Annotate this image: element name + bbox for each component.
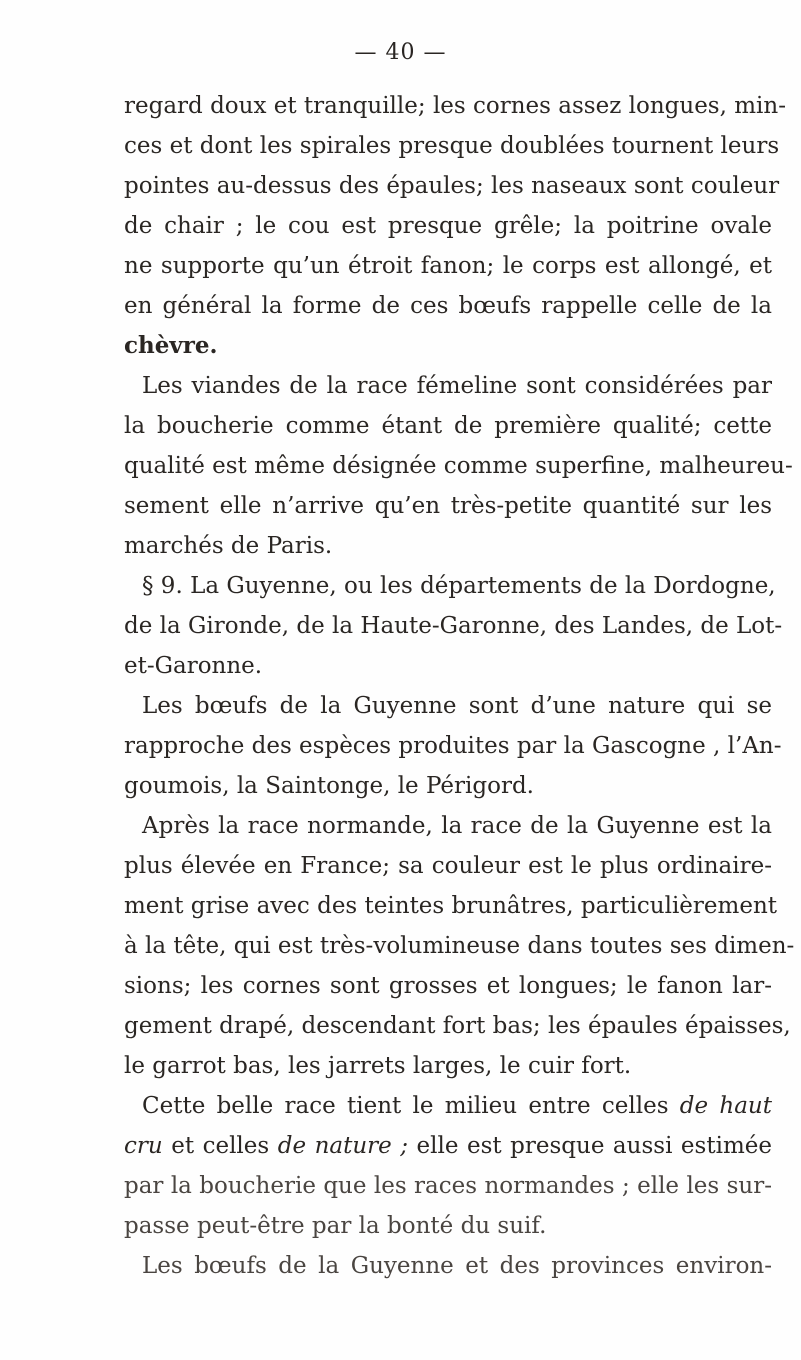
text-line: Les bœufs de la Guyenne sont d’une nature qui se bbox=[142, 693, 772, 719]
text-line: en général la forme de ces bœufs rappelle celle de la bbox=[124, 293, 772, 319]
text-segment: Cette belle race tient le milieu entre celles bbox=[142, 1093, 669, 1119]
text-line: ne supporte qu’un étroit fanon; le corps est allongé, et bbox=[124, 253, 772, 279]
text-line: ces et dont les spirales presque doublées tournent leurs bbox=[124, 133, 780, 159]
italic-term: de nature ; bbox=[277, 1133, 409, 1159]
text-line bbox=[124, 1086, 772, 1126]
text-line: regard doux et tranquille; les cornes assez longues, min- bbox=[124, 93, 786, 119]
text-line: de chair ; le cou est presque grêle; la poitrine ovale bbox=[124, 213, 772, 239]
text-line: par la boucherie que les races normandes ; elle les sur- bbox=[124, 1173, 772, 1199]
text-segment: elle est presque aussi estimée bbox=[416, 1133, 772, 1159]
text-line: goumois, la Saintonge, le Périgord. bbox=[124, 773, 534, 799]
text-line: passe peut-être par la bonté du suif. bbox=[124, 1213, 547, 1239]
page-number: — 40 — bbox=[354, 40, 447, 65]
text-line: qualité est même désignée comme superfine, malheureu- bbox=[124, 453, 793, 479]
text-line: Les bœufs de la Guyenne et des provinces environ- bbox=[142, 1253, 772, 1279]
text-line: rapproche des espèces produites par la Gascogne , l’An- bbox=[124, 733, 782, 759]
body-text bbox=[124, 86, 795, 1286]
text-line: sement elle n’arrive qu’en très-petite quantité sur les bbox=[124, 493, 772, 519]
text-segment: et celles bbox=[171, 1133, 270, 1159]
text-line bbox=[124, 1126, 772, 1166]
text-line: de la Gironde, de la Haute-Garonne, des Landes, de Lot- bbox=[124, 613, 783, 639]
text-line: Les viandes de la race fémeline sont considérées par bbox=[142, 373, 772, 399]
text-line: sions; les cornes sont grosses et longues; le fanon lar- bbox=[124, 973, 772, 999]
text-line: et-Garonne. bbox=[124, 653, 263, 679]
text-line: plus élevée en France; sa couleur est le plus ordinaire- bbox=[124, 853, 772, 879]
text-line: marchés de Paris. bbox=[124, 533, 333, 559]
section-heading: § 9. La Guyenne, ou les départements de la Dordogne, bbox=[142, 573, 776, 599]
text-line: gement drapé, descendant fort bas; les épaules épaisses, bbox=[124, 1013, 791, 1039]
text-line: la boucherie comme étant de première qualité; cette bbox=[124, 413, 772, 439]
text-line: ment grise avec des teintes brunâtres, particulièrement bbox=[124, 893, 777, 919]
text-line: chèvre. bbox=[124, 332, 218, 359]
text-line: Après la race normande, la race de la Guyenne est la bbox=[142, 813, 772, 839]
text-line: pointes au-dessus des épaules; les naseaux sont couleur bbox=[124, 173, 780, 199]
italic-term: cru bbox=[124, 1133, 163, 1159]
text-line: le garrot bas, les jarrets larges, le cuir fort. bbox=[124, 1053, 632, 1079]
text-line: à la tête, qui est très-volumineuse dans toutes ses dimen- bbox=[124, 933, 795, 959]
italic-term: de haut bbox=[679, 1093, 772, 1119]
